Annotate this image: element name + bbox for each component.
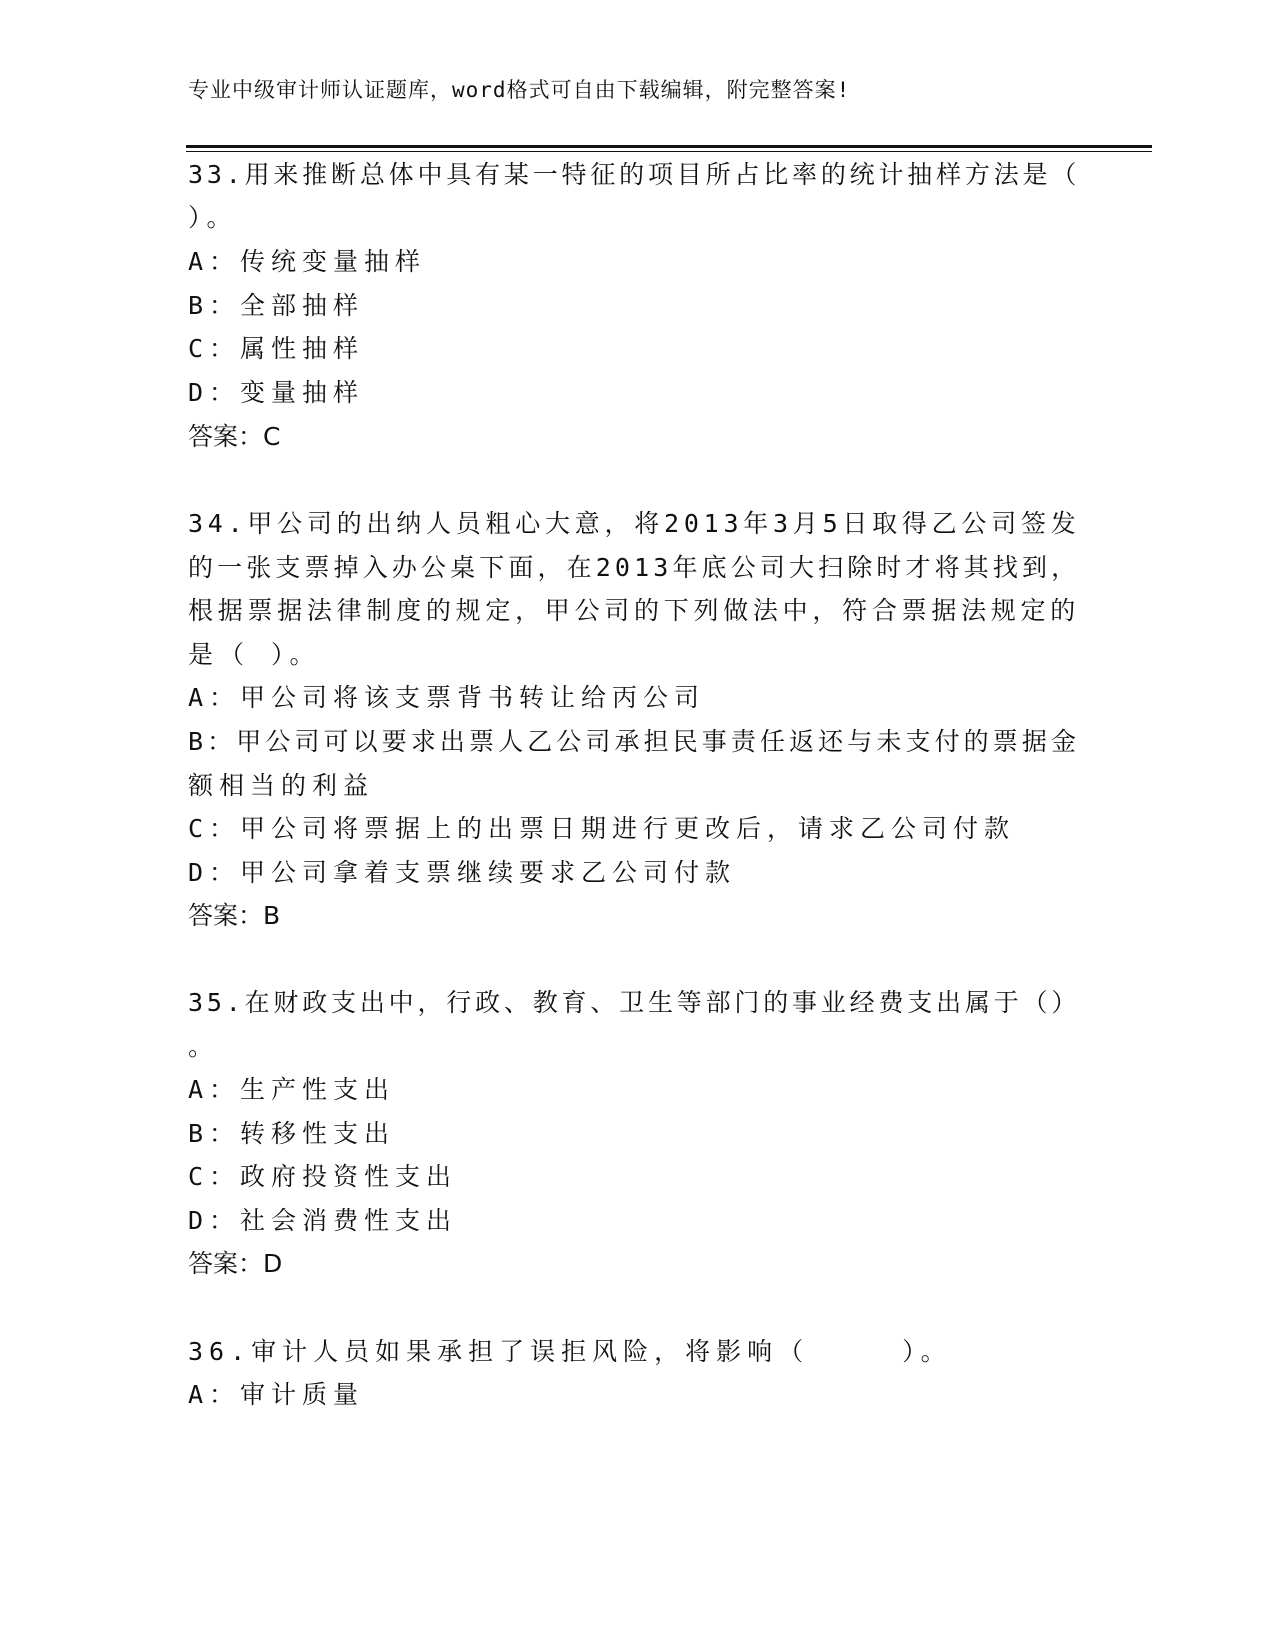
question-33-option-c: C：属性抽样	[188, 334, 365, 363]
question-33-stem-line-1: 33.用来推断总体中具有某一特征的项目所占比率的统计抽样方法是（	[188, 160, 1081, 189]
question-34-stem-line-2: 的一张支票掉入办公桌下面，在2013年底公司大扫除时才将其找到，	[188, 553, 1081, 582]
question-35-option-c: C：政府投资性支出	[188, 1162, 458, 1191]
question-34-option-a: A：甲公司将该支票背书转让给丙公司	[188, 683, 706, 712]
question-34-answer: 答案：B	[188, 901, 281, 930]
question-34-stem-line-1: 34.甲公司的出纳人员粗心大意，将2013年3月5日取得乙公司签发	[188, 509, 1081, 538]
question-35-answer: 答案：D	[188, 1249, 283, 1278]
question-36-stem-line-1: 36.审计人员如果承担了误拒风险，将影响（ ）。	[188, 1337, 952, 1366]
question-34-option-b-continued: 额相当的利益	[188, 771, 375, 800]
question-33-option-d: D：变量抽样	[188, 378, 365, 407]
question-34-stem-line-3: 根据票据法律制度的规定，甲公司的下列做法中，符合票据法规定的	[188, 596, 1081, 625]
question-33-option-a: A：传统变量抽样	[188, 247, 427, 276]
question-33-option-b: B：全部抽样	[188, 291, 365, 320]
page-header: 专业中级审计师认证题库，word格式可自由下载编辑，附完整答案!	[188, 78, 851, 102]
question-35-option-a: A：生产性支出	[188, 1075, 396, 1104]
header-rule-thin	[186, 151, 1152, 152]
question-35-option-b: B：转移性支出	[188, 1119, 396, 1148]
question-35-option-d: D：社会消费性支出	[188, 1206, 458, 1235]
question-35-stem-line-2: 。	[188, 1032, 220, 1061]
question-34-option-b: B：甲公司可以要求出票人乙公司承担民事责任返还与未支付的票据金	[188, 727, 1081, 756]
question-36-option-a: A：审计质量	[188, 1380, 365, 1409]
question-34-option-c: C：甲公司将票据上的出票日期进行更改后，请求乙公司付款	[188, 814, 1016, 843]
question-33-answer: 答案：C	[188, 422, 281, 451]
question-35-stem-line-1: 35.在财政支出中，行政、教育、卫生等部门的事业经费支出属于（）	[188, 988, 1081, 1017]
question-34-option-d: D：甲公司拿着支票继续要求乙公司付款	[188, 858, 737, 887]
question-34-stem-line-4: 是（ ）。	[188, 640, 321, 669]
question-33-stem-line-2: ）。	[188, 203, 238, 232]
header-rule-thick	[186, 145, 1152, 148]
